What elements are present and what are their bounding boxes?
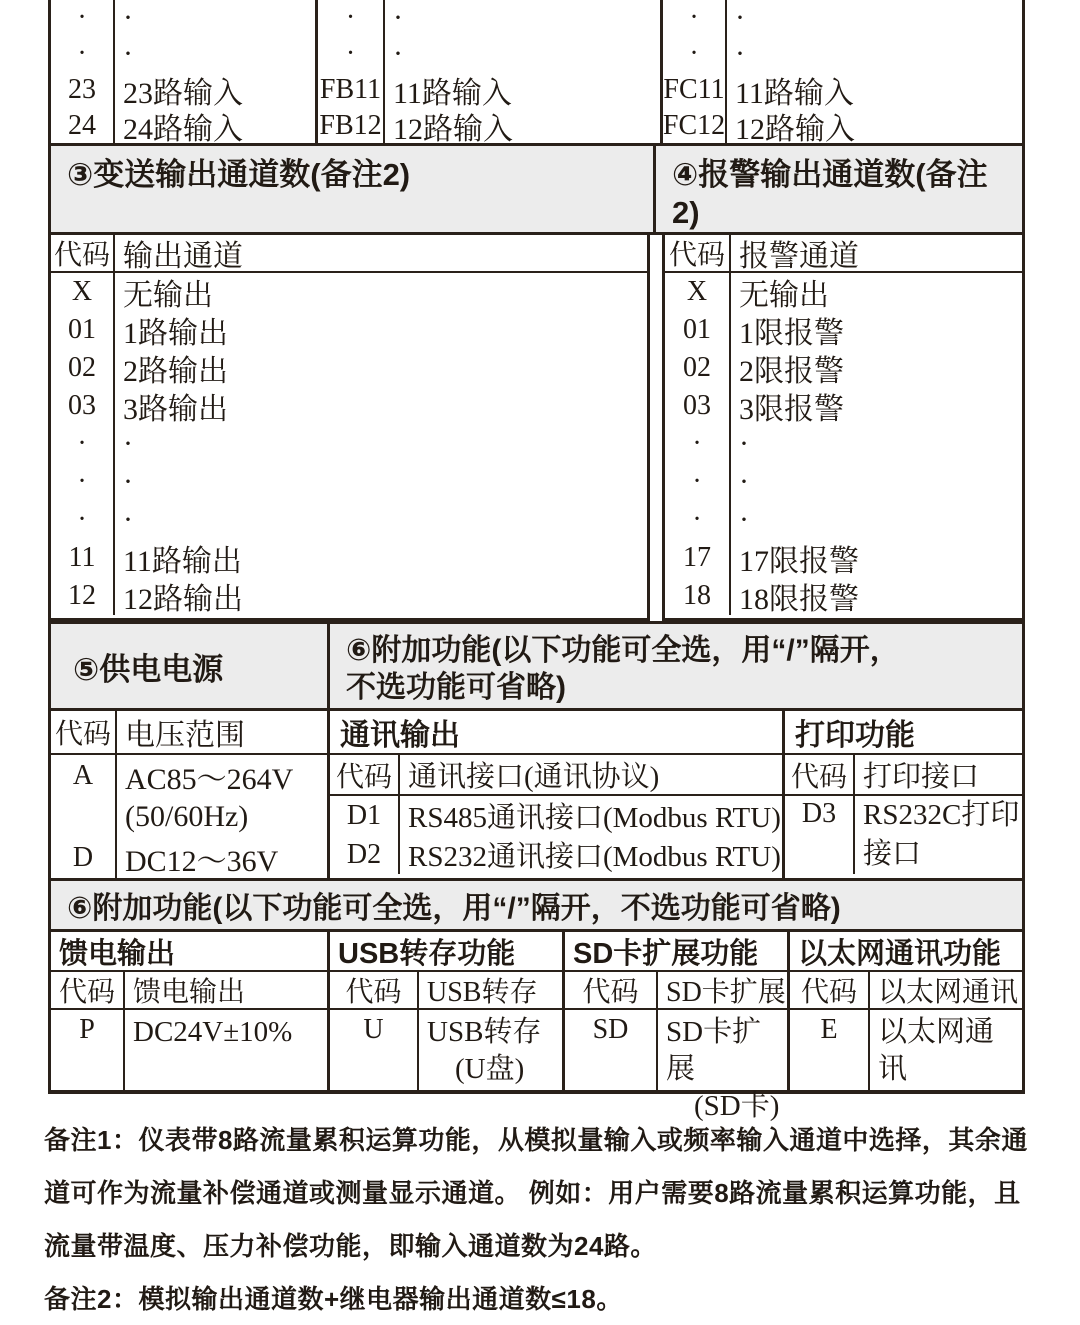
code-cell: · (51, 501, 115, 539)
code-cell: · (663, 0, 727, 36)
option-title: USB转存功能 (330, 932, 562, 972)
section3-title: ③变送输出通道数(备注2) (48, 146, 656, 232)
desc-cell: · (123, 37, 133, 70)
desc-line1: USB转存 (427, 1016, 542, 1048)
desc-cell: · (123, 1, 133, 34)
table-row (330, 796, 782, 835)
desc-cell: · (393, 37, 403, 70)
desc-cell: · (393, 1, 403, 34)
table-row (51, 349, 647, 387)
column-header-row (330, 972, 562, 1010)
code-cell: · (318, 0, 385, 36)
desc-cell: 11路输入 (735, 77, 854, 108)
option-title: SD卡扩展功能 (565, 932, 787, 972)
code-header: 代码 (330, 972, 419, 1008)
desc-cell (855, 796, 1022, 874)
desc-cell: 11路输入 (393, 77, 512, 108)
table-row (665, 463, 1022, 501)
sd-card-table (565, 932, 790, 1122)
table-row (785, 796, 1022, 874)
desc-cell: 12路输出 (123, 583, 243, 615)
section6-title-line1: ⑥附加功能(以下功能可全选，用“/”隔开， (346, 634, 900, 667)
desc-cell: 24路输入 (123, 113, 243, 144)
code-cell: 23 (51, 72, 115, 108)
desc-cell: 11路输出 (123, 545, 242, 577)
section6-title (330, 624, 1025, 708)
note1-line3: 流量带温度、压力补偿功能，即输入通道数为24路。 (44, 1231, 657, 1261)
desc-cell: 23路输入 (123, 77, 243, 108)
code-cell: A (51, 755, 117, 796)
desc-cell: 2限报警 (739, 355, 844, 387)
desc-cell: · (739, 503, 749, 536)
table-row (665, 501, 1022, 539)
section6b-title: ⑥附加功能(以下功能可全选，用“/”隔开，不选功能可省略) (48, 878, 1025, 932)
code-cell: 02 (51, 349, 115, 387)
code-cell: FB12 (318, 108, 385, 144)
desc-cell: · (739, 465, 749, 498)
table-row (51, 0, 315, 36)
table-row (51, 755, 327, 796)
footnotes (44, 1112, 1044, 1324)
table-row (51, 311, 647, 349)
code-cell: X (51, 273, 115, 311)
desc-cell: 3路输出 (123, 393, 228, 425)
table-row (51, 501, 647, 539)
code-cell: 17 (665, 539, 731, 577)
power-comm-print-tables (48, 711, 1025, 878)
desc-line1: RS232C打印 (863, 799, 1020, 831)
section-headers-3-4 (48, 143, 1025, 235)
note1-line2: 道可作为流量补偿通道或测量显示通道。 例如：用户需要8路流量累积运算功能，且 (44, 1178, 1021, 1208)
desc-cell: 1限报警 (739, 317, 844, 349)
fb-input-table (318, 0, 663, 143)
code-cell: 01 (665, 311, 731, 349)
column-header-row (51, 972, 327, 1010)
code-header: 代码 (665, 235, 731, 271)
section6-title-line2: 不选功能可省略) (346, 671, 566, 704)
desc-line1: SD卡扩展 (666, 1016, 762, 1085)
table-row (51, 273, 647, 311)
output-alarm-tables (48, 235, 1025, 621)
desc-cell: 17限报警 (739, 545, 859, 577)
code-cell: · (51, 463, 115, 501)
code-cell: · (665, 425, 731, 463)
code-cell: D2 (330, 835, 400, 874)
column-header-row (565, 972, 787, 1010)
desc-cell: RS485通讯接口(Modbus RTU) (408, 802, 781, 834)
table-row (665, 425, 1022, 463)
code-cell: SD (565, 1010, 658, 1090)
interface-header: 打印接口 (863, 761, 980, 793)
section-headers-5-6 (48, 621, 1025, 711)
table-row (330, 835, 782, 874)
desc-line1: DC24V±10% (133, 1016, 293, 1048)
input-channel-tables (48, 0, 1025, 143)
table-row (565, 1010, 787, 1122)
feed-output-table (48, 932, 330, 1090)
table-row (318, 72, 660, 108)
channel-header: 输出通道 (123, 240, 243, 271)
option-title: 馈电输出 (51, 932, 327, 972)
code-cell: 01 (51, 311, 115, 349)
desc-cell: · (739, 427, 749, 460)
code-cell: U (330, 1010, 419, 1090)
table-row (318, 108, 660, 144)
analog-input-table (48, 0, 318, 143)
comm-output-table (330, 711, 785, 878)
code-cell: · (665, 463, 731, 501)
code-cell: FC12 (663, 108, 727, 144)
code-cell: 11 (51, 539, 115, 577)
code-cell: · (51, 36, 115, 72)
power-supply-table (48, 711, 330, 878)
table-row (51, 72, 315, 108)
code-cell: 02 (665, 349, 731, 387)
table-row (51, 577, 647, 615)
desc-line2: (SD卡) (694, 1090, 780, 1122)
desc-cell (658, 1010, 787, 1122)
code-cell: E (790, 1010, 870, 1090)
table-row (665, 539, 1022, 577)
column-header-row (785, 755, 1022, 796)
code-cell: · (51, 0, 115, 36)
selection-table (48, 0, 1025, 1122)
table-row (51, 796, 327, 837)
code-header: 代码 (51, 235, 115, 271)
code-cell (51, 796, 117, 837)
code-header: 代码 (51, 972, 125, 1008)
desc-cell: 3限报警 (739, 393, 844, 425)
column-header-row (665, 235, 1022, 273)
option-title: 以太网通讯功能 (790, 932, 1022, 972)
code-cell: FC11 (663, 72, 727, 108)
table-row (51, 539, 647, 577)
desc-cell: 12路输入 (393, 113, 513, 144)
option-header: 馈电输出 (133, 977, 246, 1008)
code-header: 代码 (51, 711, 117, 753)
desc-cell: 1路输出 (123, 317, 228, 349)
table-row (51, 425, 647, 463)
column-header-row (790, 972, 1022, 1010)
table-row (665, 273, 1022, 311)
desc-cell: 18限报警 (739, 583, 859, 615)
desc-cell: · (123, 503, 133, 536)
section4-title: ④报警输出通道数(备注2) (656, 146, 1025, 232)
desc-cell: (50/60Hz) (125, 799, 249, 833)
code-cell: D (51, 837, 117, 878)
code-header: 代码 (565, 972, 658, 1008)
alarm-output-table (662, 235, 1025, 621)
desc-cell (125, 1010, 327, 1090)
code-cell: D1 (330, 796, 400, 835)
comm-output-title: 通讯输出 (330, 711, 782, 755)
code-cell: 03 (665, 387, 731, 425)
column-header-row (51, 235, 647, 273)
code-cell: 03 (51, 387, 115, 425)
table-row (318, 36, 660, 72)
column-header-row (330, 755, 782, 796)
table-row (663, 0, 1022, 36)
code-cell: · (51, 425, 115, 463)
desc-cell: 2路输出 (123, 355, 228, 387)
code-cell: D3 (785, 796, 855, 874)
table-row (665, 577, 1022, 615)
code-header: 代码 (785, 755, 855, 794)
addon-option-tables (48, 932, 1025, 1122)
table-row (51, 837, 327, 878)
desc-cell: 无输出 (123, 279, 213, 311)
code-header: 代码 (790, 972, 870, 1008)
table-row (663, 72, 1022, 108)
voltage-header: 电压范围 (125, 719, 245, 752)
code-cell: P (51, 1010, 125, 1090)
usb-table (330, 932, 565, 1090)
table-row (663, 108, 1022, 144)
note2: 备注2：模拟输出通道数+继电器输出通道数≤18。 (44, 1284, 623, 1314)
table-row (51, 1010, 327, 1090)
code-cell: · (663, 36, 727, 72)
table-row (790, 1010, 1022, 1090)
code-cell: · (318, 36, 385, 72)
transmit-output-table (48, 235, 650, 621)
desc-cell: 无输出 (739, 279, 829, 311)
table-row (51, 108, 315, 144)
desc-cell: · (123, 427, 133, 460)
desc-line1: 以太网通讯 (878, 1016, 995, 1085)
desc-cell: · (123, 465, 133, 498)
table-gap (650, 235, 662, 621)
desc-cell (870, 1010, 1022, 1090)
option-header: 以太网通讯 (878, 977, 1019, 1008)
table-row (665, 387, 1022, 425)
code-cell: FB11 (318, 72, 385, 108)
desc-cell: · (735, 37, 745, 70)
desc-cell: 12路输入 (735, 113, 855, 144)
desc-cell: DC12～36V (125, 844, 279, 878)
code-cell: · (665, 501, 731, 539)
section5-title: ⑤供电电源 (48, 624, 330, 708)
desc-line2: 接口 (863, 838, 922, 870)
table-row (665, 349, 1022, 387)
desc-cell (419, 1010, 562, 1090)
interface-header: 通讯接口(通讯协议) (408, 761, 660, 793)
table-row (665, 311, 1022, 349)
option-header: SD卡扩展 (666, 977, 786, 1008)
code-cell: X (665, 273, 731, 311)
print-function-title: 打印功能 (785, 711, 1022, 755)
column-header-row (51, 711, 327, 755)
table-row (51, 36, 315, 72)
desc-line2: (U盘) (455, 1053, 525, 1085)
fc-input-table (663, 0, 1025, 143)
table-row (318, 0, 660, 36)
ethernet-table (790, 932, 1025, 1090)
note1-line1: 备注1：仪表带8路流量累积运算功能，从模拟量输入或频率输入通道中选择，其余通 (44, 1125, 1028, 1155)
code-cell: 18 (665, 577, 731, 615)
option-header: USB转存 (427, 977, 538, 1008)
desc-cell: RS232通讯接口(Modbus RTU) (408, 841, 781, 873)
code-cell: 24 (51, 108, 115, 144)
print-function-table (785, 711, 1025, 878)
code-cell: 12 (51, 577, 115, 615)
channel-header: 报警通道 (739, 240, 859, 271)
table-row (330, 1010, 562, 1090)
code-header: 代码 (330, 755, 400, 794)
desc-cell: · (735, 1, 745, 34)
desc-cell: AC85～264V (125, 762, 294, 796)
table-row (51, 387, 647, 425)
table-row (663, 36, 1022, 72)
table-row (51, 463, 647, 501)
